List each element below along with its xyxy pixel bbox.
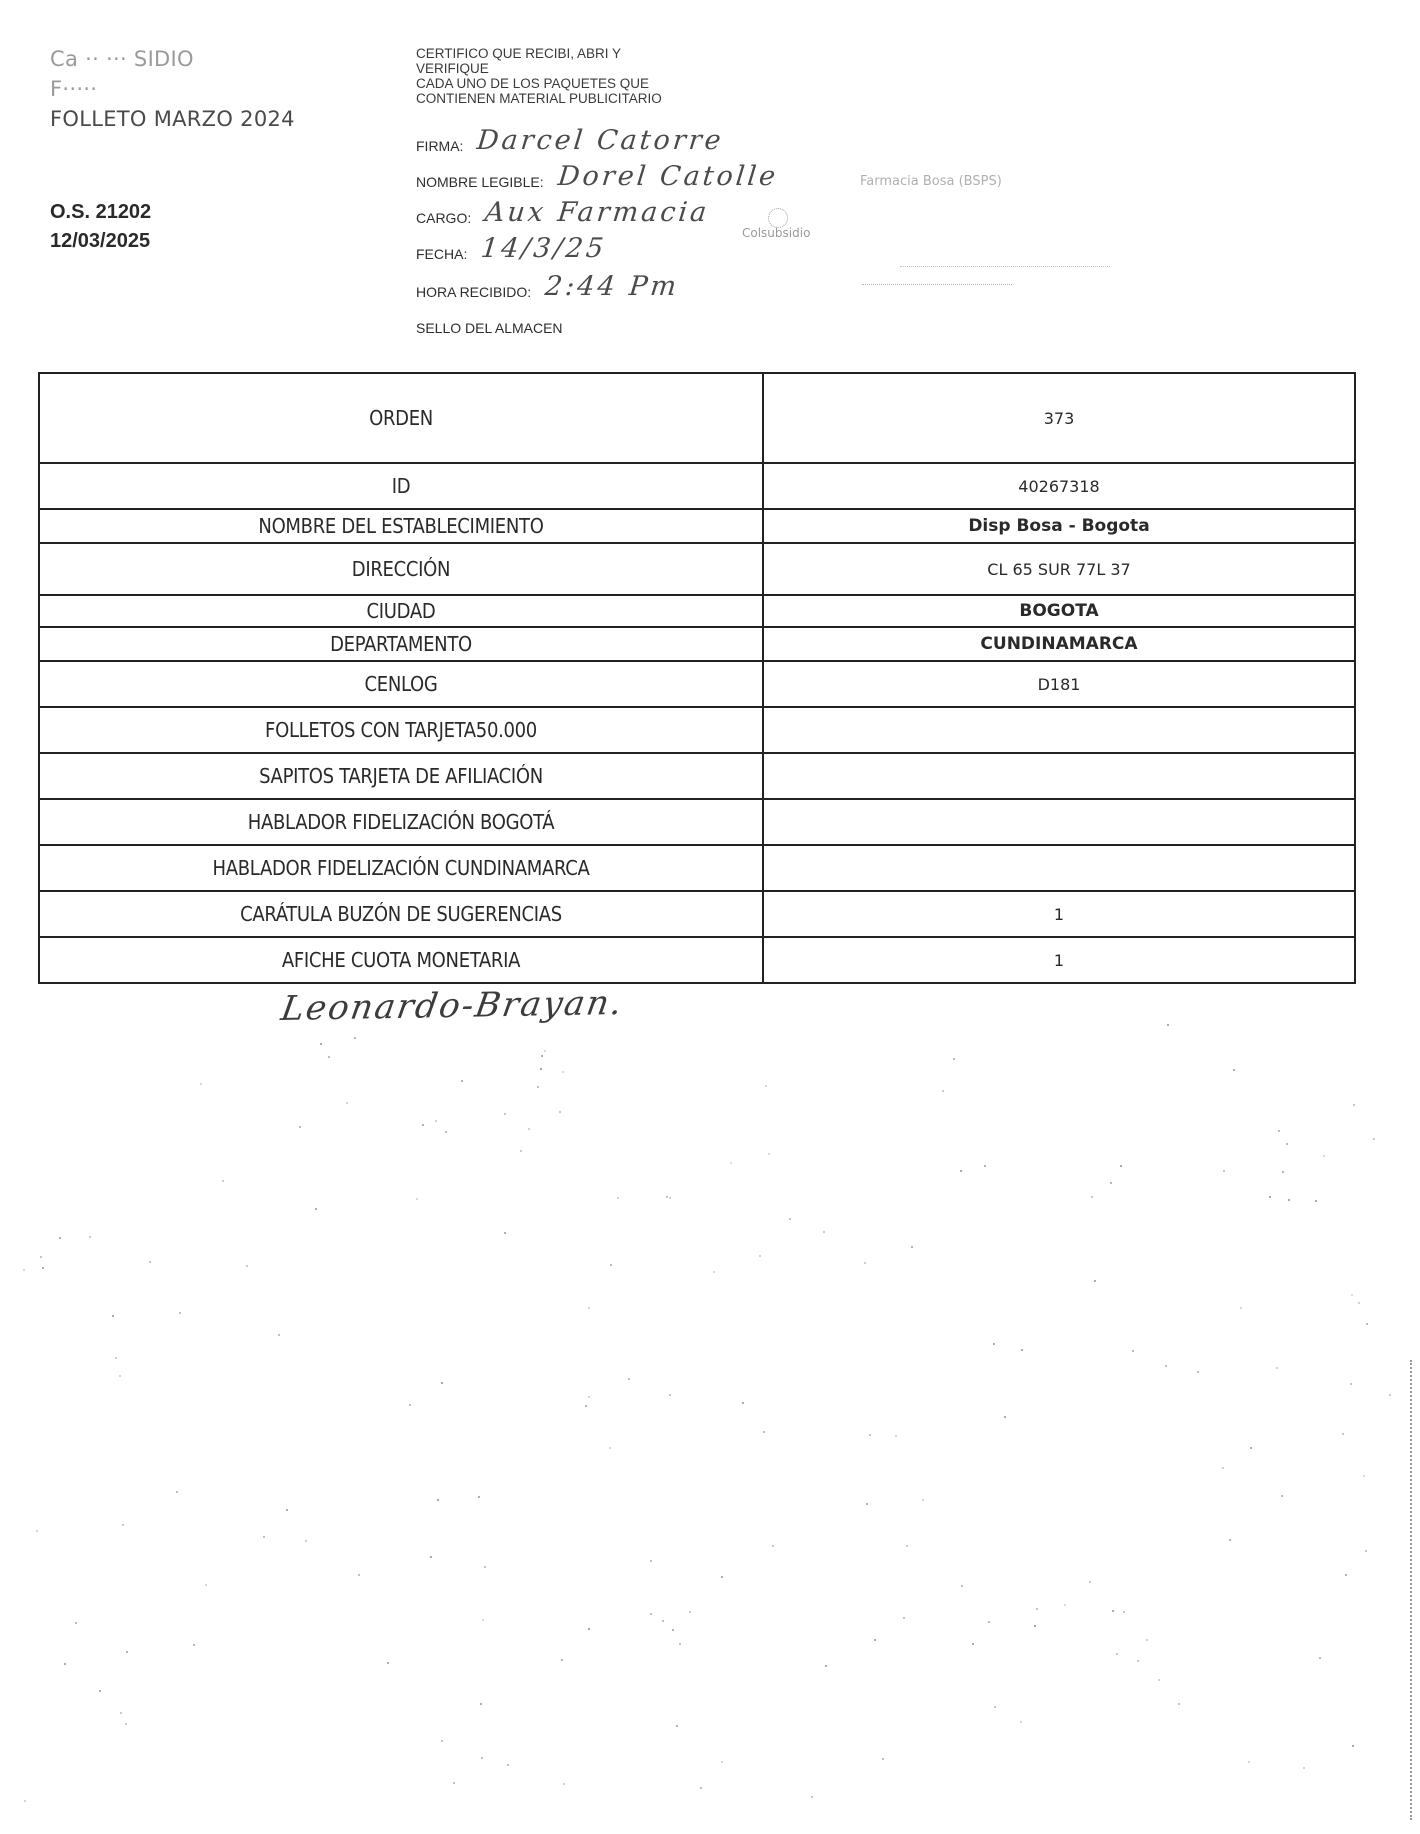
scan-speck bbox=[437, 1499, 439, 1501]
scan-speck bbox=[441, 1740, 443, 1742]
scan-speck bbox=[1004, 1416, 1006, 1418]
stamp-dotted-line bbox=[900, 266, 1110, 267]
certification-line: CONTIENEN MATERIAL PUBLICITARIO bbox=[416, 91, 662, 106]
table-row-value bbox=[763, 799, 1355, 845]
table-row-label: HABLADOR FIDELIZACIÓN BOGOTÁ bbox=[39, 799, 763, 845]
table-row-value: D181 bbox=[763, 661, 1355, 707]
header-left bbox=[50, 44, 370, 134]
scan-speck bbox=[676, 1725, 678, 1727]
scan-speck bbox=[1278, 1130, 1280, 1132]
scan-speck bbox=[666, 1196, 668, 1198]
fecha-handwritten: 14/3/25 bbox=[479, 233, 609, 264]
scan-speck bbox=[1323, 1155, 1325, 1157]
scan-speck bbox=[75, 1622, 77, 1624]
scan-speck bbox=[713, 1271, 715, 1273]
table-row-label: CARÁTULA BUZÓN DE SUGERENCIAS bbox=[39, 891, 763, 937]
table-row-value: 40267318 bbox=[763, 463, 1355, 509]
table-row bbox=[39, 543, 1355, 595]
hora-handwritten: 2:44 Pm bbox=[543, 271, 681, 302]
table-row bbox=[39, 661, 1355, 707]
stamp-brand: Colsubsidio bbox=[742, 226, 811, 240]
table-row-label: ID bbox=[39, 463, 763, 509]
scan-speck bbox=[36, 1530, 38, 1532]
scan-speck bbox=[759, 1255, 761, 1257]
order-service-number: O.S. 21202 bbox=[50, 201, 152, 223]
scan-speck bbox=[315, 1208, 317, 1210]
scan-speck bbox=[504, 1113, 506, 1115]
scan-speck bbox=[125, 1723, 127, 1725]
stamp-logo-icon bbox=[768, 208, 788, 228]
scan-speck bbox=[23, 1269, 25, 1271]
table-row-label: DEPARTAMENTO bbox=[39, 627, 763, 661]
scan-speck bbox=[1137, 1660, 1139, 1662]
table-row-value bbox=[763, 707, 1355, 753]
company-name: Ca ·· ··· SIDIO bbox=[50, 47, 194, 71]
scan-speck bbox=[200, 1083, 202, 1085]
scan-speck bbox=[478, 1496, 480, 1498]
scan-speck bbox=[1020, 1721, 1022, 1723]
scan-speck bbox=[320, 1043, 322, 1045]
scan-speck bbox=[772, 1545, 774, 1547]
scan-speck bbox=[1358, 1302, 1360, 1304]
scan-speck bbox=[1222, 1467, 1224, 1469]
scan-speck bbox=[650, 1560, 652, 1562]
firma-field bbox=[416, 126, 724, 156]
fecha-label: FECHA: bbox=[416, 246, 468, 262]
scan-speck bbox=[1389, 1394, 1391, 1396]
scan-speck bbox=[895, 1435, 897, 1437]
scan-speck bbox=[42, 1267, 44, 1269]
scan-speck bbox=[1123, 1611, 1125, 1613]
scan-speck bbox=[972, 1643, 974, 1645]
fecha-field bbox=[416, 233, 609, 264]
scan-speck bbox=[441, 1382, 443, 1384]
scan-speck bbox=[354, 1037, 356, 1039]
scan-speck bbox=[903, 1617, 905, 1619]
scan-speck bbox=[763, 1431, 765, 1433]
scan-speck bbox=[1365, 1550, 1367, 1552]
scan-speck bbox=[305, 1540, 307, 1542]
scan-speck bbox=[689, 1611, 691, 1613]
scan-speck bbox=[1197, 1371, 1199, 1373]
scan-speck bbox=[1351, 1294, 1353, 1296]
table-row-label: AFICHE CUOTA MONETARIA bbox=[39, 937, 763, 983]
scan-speck bbox=[588, 1307, 590, 1309]
scan-speck bbox=[1064, 1604, 1066, 1606]
firma-handwritten: Darcel Catorre bbox=[475, 125, 726, 156]
scan-speck bbox=[40, 1256, 42, 1258]
scan-speck bbox=[263, 1536, 265, 1538]
scan-speck bbox=[768, 1153, 770, 1155]
scan-speck bbox=[1319, 1657, 1321, 1659]
scan-speck bbox=[1303, 1767, 1305, 1769]
scan-speck bbox=[610, 1264, 612, 1266]
certification-line: CADA UNO DE LOS PAQUETES QUE bbox=[416, 76, 650, 91]
order-service-block bbox=[50, 198, 151, 256]
scan-speck bbox=[906, 1545, 908, 1547]
scan-speck bbox=[24, 1800, 26, 1802]
table-row-label: CENLOG bbox=[39, 661, 763, 707]
scan-speck bbox=[205, 1584, 207, 1586]
company-subline: F····· bbox=[50, 77, 98, 101]
scan-speck bbox=[993, 1343, 995, 1345]
scan-speck bbox=[122, 1524, 124, 1526]
scan-speck bbox=[544, 1050, 546, 1052]
scan-speck bbox=[864, 1262, 866, 1264]
scan-speck bbox=[650, 1613, 652, 1615]
scan-speck bbox=[1089, 1581, 1091, 1583]
scan-speck bbox=[1373, 1138, 1375, 1140]
scan-speck bbox=[246, 1265, 248, 1267]
scan-speck bbox=[1146, 1639, 1148, 1641]
scan-speck bbox=[430, 1556, 432, 1558]
scan-speck bbox=[588, 1396, 590, 1398]
scan-speck bbox=[387, 1662, 389, 1664]
stamp-dotted-line bbox=[862, 284, 1012, 285]
scan-speck bbox=[1233, 1069, 1235, 1071]
scan-speck bbox=[1363, 1475, 1365, 1477]
scan-speck bbox=[1250, 1447, 1252, 1449]
scan-speck bbox=[1110, 1182, 1112, 1184]
table-row-label: SAPITOS TARJETA DE AFILIACIÓN bbox=[39, 753, 763, 799]
table-row-label: FOLLETOS CON TARJETA50.000 bbox=[39, 707, 763, 753]
scan-speck bbox=[730, 1162, 732, 1164]
scan-speck bbox=[149, 1261, 151, 1263]
scan-speck bbox=[120, 1712, 122, 1714]
scan-speck bbox=[1021, 1349, 1023, 1351]
scan-speck bbox=[222, 1180, 224, 1182]
scan-speck bbox=[1178, 1703, 1180, 1705]
scan-speck bbox=[445, 1131, 447, 1133]
scan-speck bbox=[1158, 1679, 1160, 1681]
table-row-value bbox=[763, 845, 1355, 891]
scan-speck bbox=[562, 1071, 564, 1073]
scan-speck bbox=[507, 1764, 509, 1766]
scan-speck bbox=[874, 1639, 876, 1641]
scan-speck bbox=[1165, 1365, 1167, 1367]
scan-speck bbox=[1286, 1143, 1288, 1145]
scan-speck bbox=[346, 1102, 348, 1104]
table-row-value: 1 bbox=[763, 937, 1355, 983]
scan-speck bbox=[422, 1124, 424, 1126]
scan-speck bbox=[176, 1491, 178, 1493]
scan-speck bbox=[1240, 1307, 1242, 1309]
scan-speck bbox=[628, 1378, 630, 1380]
scan-speck bbox=[742, 1402, 744, 1404]
table-row bbox=[39, 509, 1355, 543]
cargo-handwritten: Aux Farmacia bbox=[483, 197, 712, 228]
scan-speck bbox=[1094, 1280, 1096, 1282]
scan-speck bbox=[617, 1197, 619, 1199]
scan-speck bbox=[721, 1576, 723, 1578]
nombre-handwritten: Dorel Catolle bbox=[556, 161, 780, 192]
scan-speck bbox=[1282, 1171, 1284, 1173]
bottom-handwritten-signature: Leonardo-Brayan. bbox=[278, 983, 627, 1029]
scan-speck bbox=[99, 1690, 101, 1692]
table-row bbox=[39, 891, 1355, 937]
scan-speck bbox=[1132, 1350, 1134, 1352]
scan-speck bbox=[789, 1218, 791, 1220]
scan-speck bbox=[484, 1566, 486, 1568]
scan-speck bbox=[961, 1585, 963, 1587]
scan-speck bbox=[453, 1782, 455, 1784]
table-row bbox=[39, 373, 1355, 463]
scan-speck bbox=[866, 1503, 868, 1505]
hora-field bbox=[416, 272, 679, 302]
scan-speck bbox=[1345, 1574, 1347, 1576]
nombre-label: NOMBRE LEGIBLE: bbox=[416, 174, 544, 190]
table-row-value bbox=[763, 753, 1355, 799]
scan-speck bbox=[1352, 1745, 1354, 1747]
table-row-value: 1 bbox=[763, 891, 1355, 937]
scan-speck bbox=[585, 1405, 587, 1407]
scan-speck bbox=[1342, 1433, 1344, 1435]
table-row bbox=[39, 627, 1355, 661]
scan-speck bbox=[1353, 1104, 1355, 1106]
table-row-value: 373 bbox=[763, 373, 1355, 463]
scan-speck bbox=[358, 1574, 360, 1576]
scan-speck bbox=[409, 1404, 411, 1406]
table-row-label: ORDEN bbox=[39, 373, 763, 463]
firma-label: FIRMA: bbox=[416, 138, 464, 154]
material-distribution-table bbox=[38, 372, 1356, 984]
scan-speck bbox=[669, 1394, 671, 1396]
scan-speck bbox=[64, 1663, 66, 1665]
scan-speck bbox=[1091, 1196, 1093, 1198]
scan-speck bbox=[869, 1434, 871, 1436]
scan-speck bbox=[942, 1090, 944, 1092]
table-row-value: BOGOTA bbox=[763, 595, 1355, 627]
cargo-label: CARGO: bbox=[416, 210, 472, 226]
hora-label: HORA RECIBIDO: bbox=[416, 284, 532, 300]
scan-speck bbox=[482, 1619, 484, 1621]
nombre-field bbox=[416, 162, 778, 192]
scan-speck bbox=[1112, 1610, 1114, 1612]
scan-speck bbox=[561, 1659, 563, 1661]
scan-speck bbox=[984, 1165, 986, 1167]
certification-statement bbox=[416, 46, 856, 106]
scan-speck bbox=[1315, 1200, 1317, 1202]
table-row-value: Disp Bosa - Bogota bbox=[763, 509, 1355, 543]
scan-speck bbox=[1281, 1495, 1283, 1497]
scan-speck bbox=[278, 1334, 280, 1336]
stamp-line: Farmacia Bosa (BSPS) bbox=[860, 174, 1002, 189]
scan-speck bbox=[299, 1126, 301, 1128]
scan-speck bbox=[811, 1796, 813, 1798]
scan-speck bbox=[1167, 1024, 1169, 1026]
scan-speck bbox=[669, 1197, 671, 1199]
scan-speck bbox=[59, 1237, 61, 1239]
table-row bbox=[39, 845, 1355, 891]
order-service-date: 12/03/2025 bbox=[50, 230, 151, 252]
scan-speck bbox=[1248, 1761, 1250, 1763]
scan-speck bbox=[1229, 1539, 1231, 1541]
table-row bbox=[39, 937, 1355, 983]
scan-edge-artifact bbox=[1410, 1360, 1414, 1820]
table-row bbox=[39, 463, 1355, 509]
scan-speck bbox=[1288, 1199, 1290, 1201]
certification-line: VERIFIQUE bbox=[416, 61, 489, 76]
table-row bbox=[39, 595, 1355, 627]
scan-speck bbox=[662, 1620, 664, 1622]
scan-speck bbox=[89, 1236, 91, 1238]
scan-speck bbox=[922, 1499, 924, 1501]
scan-speck bbox=[563, 1783, 565, 1785]
scan-speck bbox=[480, 1703, 482, 1705]
table-row-label: HABLADOR FIDELIZACIÓN CUNDINAMARCA bbox=[39, 845, 763, 891]
scan-speck bbox=[679, 1643, 681, 1645]
table-row bbox=[39, 799, 1355, 845]
scan-speck bbox=[537, 1086, 539, 1088]
scan-speck bbox=[540, 1068, 542, 1070]
scan-speck bbox=[994, 1706, 996, 1708]
scan-speck bbox=[119, 1375, 121, 1377]
scan-speck bbox=[1276, 1367, 1278, 1369]
scan-speck bbox=[609, 1447, 611, 1449]
scan-speck bbox=[1116, 1653, 1118, 1655]
table-row-value: CUNDINAMARCA bbox=[763, 627, 1355, 661]
scan-speck bbox=[179, 1312, 181, 1314]
scan-speck bbox=[286, 1509, 288, 1511]
scan-speck bbox=[911, 1246, 913, 1248]
scan-speck bbox=[504, 1232, 506, 1234]
scan-speck bbox=[1036, 1608, 1038, 1610]
scan-speck bbox=[765, 1085, 767, 1087]
scan-speck bbox=[960, 1170, 962, 1172]
scan-speck bbox=[435, 1120, 437, 1122]
table-row-label: CIUDAD bbox=[39, 595, 763, 627]
scan-speck bbox=[112, 1315, 114, 1317]
scan-speck bbox=[1034, 1625, 1036, 1627]
scan-speck bbox=[193, 1644, 195, 1646]
campaign-title: FOLLETO MARZO 2024 bbox=[50, 107, 295, 131]
scan-speck bbox=[588, 1628, 590, 1630]
table-row-value: CL 65 SUR 77L 37 bbox=[763, 543, 1355, 595]
scan-speck bbox=[541, 1055, 543, 1057]
scan-speck bbox=[528, 1128, 530, 1130]
scan-speck bbox=[1223, 1170, 1225, 1172]
scan-speck bbox=[988, 1621, 990, 1623]
scan-speck bbox=[520, 1150, 522, 1152]
table-row bbox=[39, 707, 1355, 753]
scan-speck bbox=[115, 1357, 117, 1359]
table-row bbox=[39, 753, 1355, 799]
cargo-field bbox=[416, 197, 712, 228]
scan-speck bbox=[559, 1111, 561, 1113]
scan-speck bbox=[672, 1629, 674, 1631]
table-row-label: NOMBRE DEL ESTABLECIMIENTO bbox=[39, 509, 763, 543]
scan-speck bbox=[1269, 1196, 1271, 1198]
scan-speck bbox=[721, 1761, 723, 1763]
scan-speck bbox=[953, 1058, 955, 1060]
scan-speck bbox=[823, 1231, 825, 1233]
table-row-label: DIRECCIÓN bbox=[39, 543, 763, 595]
scan-speck bbox=[825, 1665, 827, 1667]
scan-speck bbox=[416, 1198, 418, 1200]
scan-speck bbox=[882, 1758, 884, 1760]
scan-speck bbox=[328, 1056, 330, 1058]
scan-speck bbox=[1120, 1165, 1122, 1167]
scan-speck bbox=[481, 1757, 483, 1759]
scan-speck bbox=[1366, 1323, 1368, 1325]
scan-speck bbox=[126, 1651, 128, 1653]
certification-line: CERTIFICO QUE RECIBI, ABRI Y bbox=[416, 46, 622, 61]
scan-speck bbox=[1350, 1383, 1352, 1385]
scan-speck bbox=[700, 1787, 702, 1789]
sello-label: SELLO DEL ALMACEN bbox=[416, 320, 563, 336]
scan-speck bbox=[461, 1080, 463, 1082]
